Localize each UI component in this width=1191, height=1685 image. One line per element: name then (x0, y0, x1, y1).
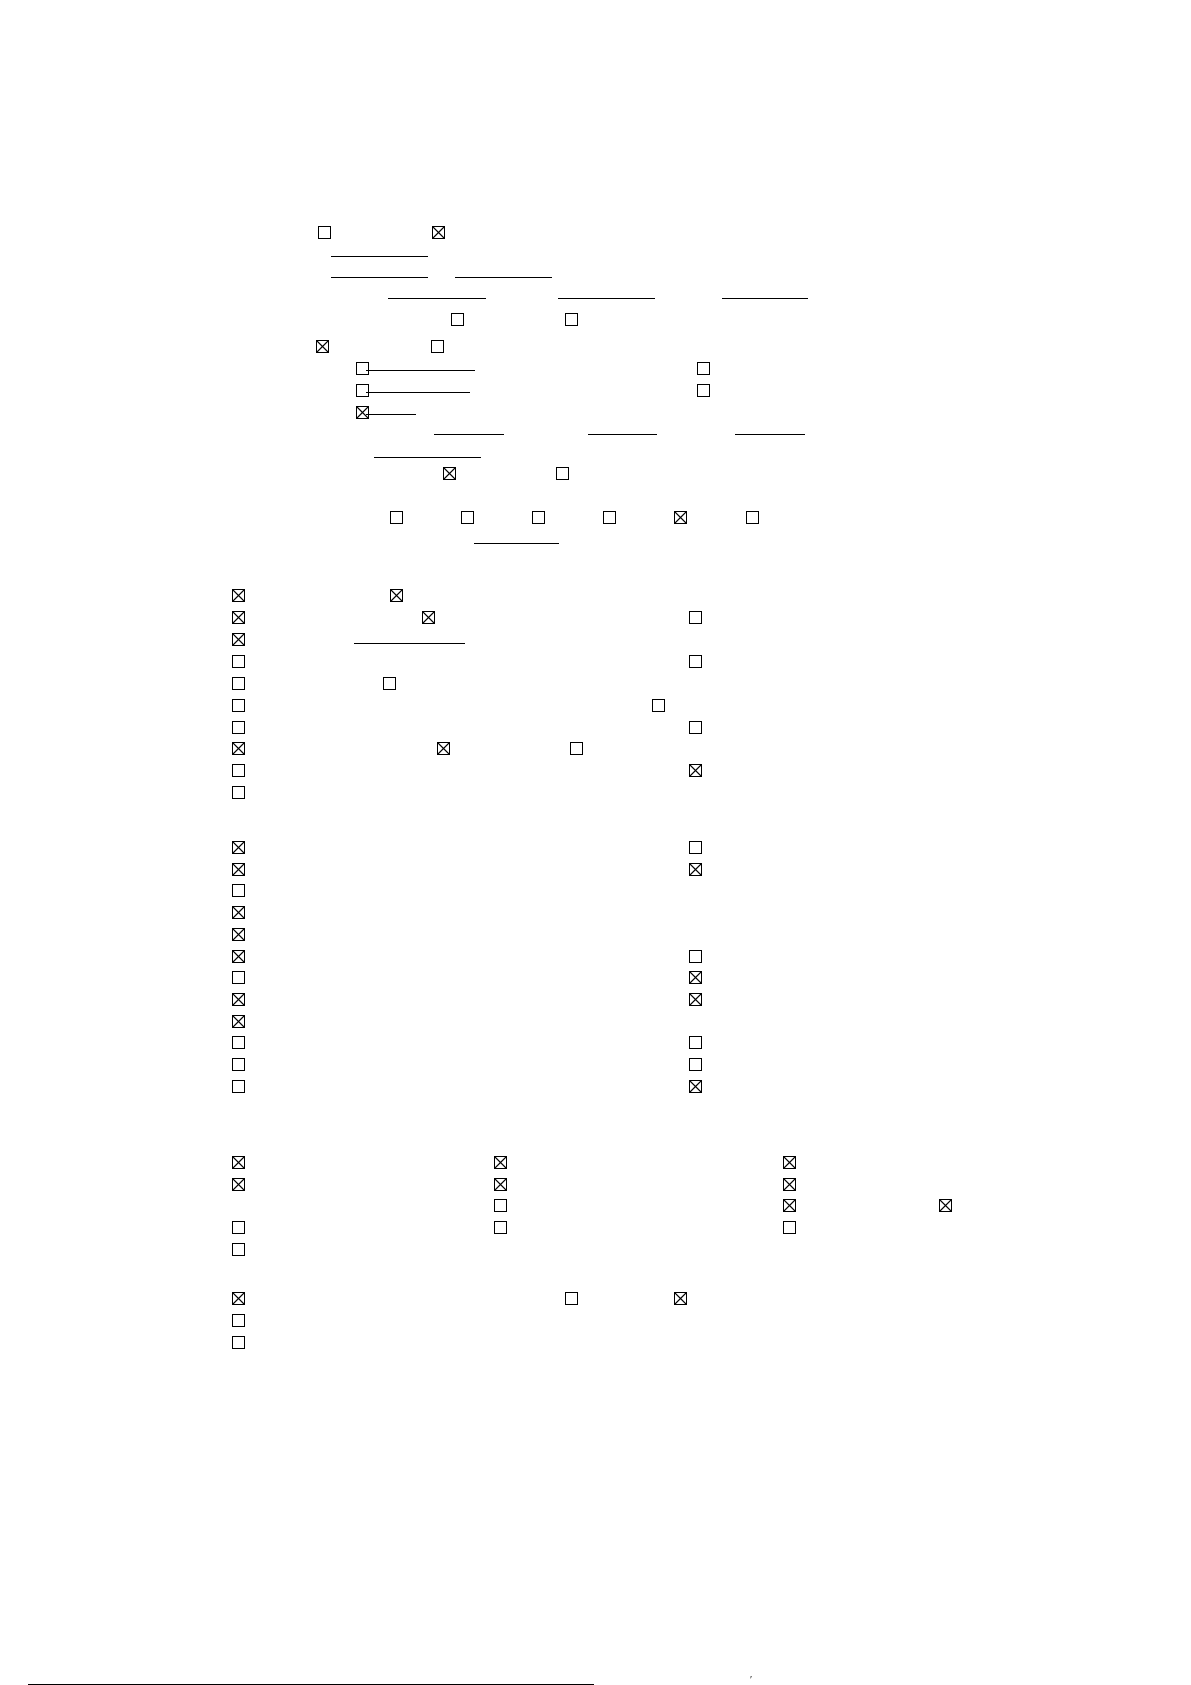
x-mark-icon (233, 1293, 244, 1304)
empty-checkbox-cb-55[interactable] (689, 1036, 702, 1049)
empty-checkbox-cb-27[interactable] (689, 655, 702, 668)
x-mark-icon (433, 227, 444, 238)
x-mark-icon (784, 1179, 795, 1190)
checked-checkbox-cb-12[interactable] (443, 467, 456, 480)
x-mark-icon (675, 1293, 686, 1304)
checked-checkbox-cb-73[interactable] (232, 1292, 245, 1305)
checked-checkbox-cb-68[interactable] (939, 1199, 952, 1212)
empty-checkbox-cb-39[interactable] (232, 786, 245, 799)
fill-in-line-ln-05[interactable] (558, 298, 655, 299)
checked-checkbox-cb-23[interactable] (422, 611, 435, 624)
empty-checkbox-cb-58[interactable] (232, 1080, 245, 1093)
checked-checkbox-cb-61[interactable] (494, 1156, 507, 1169)
empty-checkbox-cb-72[interactable] (232, 1243, 245, 1256)
fill-in-line-ln-06[interactable] (722, 298, 808, 299)
x-mark-icon (233, 634, 244, 645)
empty-checkbox-cb-49[interactable] (232, 971, 245, 984)
empty-checkbox-cb-44[interactable] (232, 884, 245, 897)
empty-checkbox-cb-08[interactable] (697, 362, 710, 375)
fill-in-line-ln-02[interactable] (331, 277, 428, 278)
checked-checkbox-cb-51[interactable] (232, 993, 245, 1006)
empty-checkbox-cb-56[interactable] (232, 1058, 245, 1071)
checked-checkbox-cb-21[interactable] (390, 589, 403, 602)
x-mark-icon (438, 743, 449, 754)
empty-checkbox-cb-33[interactable] (689, 721, 702, 734)
x-mark-icon (940, 1200, 951, 1211)
empty-checkbox-cb-16[interactable] (532, 511, 545, 524)
x-mark-icon (495, 1157, 506, 1168)
empty-checkbox-cb-29[interactable] (383, 677, 396, 690)
x-mark-icon (317, 341, 328, 352)
x-mark-icon (233, 1179, 244, 1190)
x-mark-icon (233, 864, 244, 875)
empty-checkbox-cb-03[interactable] (451, 313, 464, 326)
x-mark-icon (233, 590, 244, 601)
empty-checkbox-cb-66[interactable] (494, 1199, 507, 1212)
fill-in-line-ln-13[interactable] (374, 457, 481, 458)
x-mark-icon (233, 612, 244, 623)
x-mark-icon (690, 972, 701, 983)
x-mark-icon (675, 512, 686, 523)
x-mark-icon (690, 864, 701, 875)
empty-checkbox-cb-69[interactable] (232, 1221, 245, 1234)
x-mark-icon (233, 1016, 244, 1027)
empty-checkbox-cb-13[interactable] (556, 467, 569, 480)
fill-in-line-ln-08[interactable] (366, 392, 470, 393)
checked-checkbox-cb-11[interactable] (356, 406, 369, 419)
empty-checkbox-cb-07[interactable] (356, 362, 369, 375)
x-mark-icon (233, 951, 244, 962)
fill-in-line-ln-15[interactable] (354, 643, 465, 644)
x-mark-icon (423, 612, 434, 623)
checked-checkbox-cb-46[interactable] (232, 928, 245, 941)
empty-checkbox-cb-24[interactable] (689, 611, 702, 624)
empty-checkbox-cb-01[interactable] (318, 226, 331, 239)
checked-checkbox-cb-05[interactable] (316, 340, 329, 353)
x-mark-icon (233, 907, 244, 918)
fill-in-line-ln-10[interactable] (434, 434, 504, 435)
x-mark-icon (391, 590, 402, 601)
empty-checkbox-cb-36[interactable] (570, 742, 583, 755)
empty-checkbox-cb-09[interactable] (356, 384, 369, 397)
checked-checkbox-cb-45[interactable] (232, 906, 245, 919)
checked-checkbox-cb-53[interactable] (232, 1015, 245, 1028)
checked-checkbox-cb-38[interactable] (689, 764, 702, 777)
x-mark-icon (233, 994, 244, 1005)
empty-checkbox-cb-74[interactable] (565, 1292, 578, 1305)
empty-checkbox-cb-17[interactable] (603, 511, 616, 524)
checked-checkbox-cb-60[interactable] (232, 1156, 245, 1169)
x-mark-icon (357, 407, 368, 418)
empty-checkbox-cb-04[interactable] (565, 313, 578, 326)
x-mark-icon (233, 1157, 244, 1168)
x-mark-icon (784, 1157, 795, 1168)
empty-checkbox-cb-71[interactable] (783, 1221, 796, 1234)
fill-in-line-ln-04[interactable] (388, 298, 486, 299)
fill-in-line-ln-01[interactable] (331, 256, 428, 257)
x-mark-icon (233, 842, 244, 853)
x-mark-icon (690, 1081, 701, 1092)
empty-checkbox-cb-06[interactable] (431, 340, 444, 353)
checked-checkbox-cb-50[interactable] (689, 971, 702, 984)
empty-checkbox-cb-77[interactable] (232, 1336, 245, 1349)
empty-checkbox-cb-31[interactable] (652, 699, 665, 712)
fill-in-line-ln-14[interactable] (474, 543, 559, 544)
checked-checkbox-cb-59[interactable] (689, 1080, 702, 1093)
checked-checkbox-cb-34[interactable] (232, 742, 245, 755)
checked-checkbox-cb-62[interactable] (783, 1156, 796, 1169)
empty-checkbox-cb-10[interactable] (697, 384, 710, 397)
fill-in-line-ln-03[interactable] (455, 277, 552, 278)
empty-checkbox-cb-19[interactable] (746, 511, 759, 524)
footer-tick-mark: ′ (750, 1675, 753, 1685)
x-mark-icon (444, 468, 455, 479)
empty-checkbox-cb-70[interactable] (494, 1221, 507, 1234)
checked-checkbox-cb-42[interactable] (232, 863, 245, 876)
empty-checkbox-cb-30[interactable] (232, 699, 245, 712)
empty-checkbox-cb-14[interactable] (390, 511, 403, 524)
empty-checkbox-cb-48[interactable] (689, 950, 702, 963)
checked-checkbox-cb-02[interactable] (432, 226, 445, 239)
empty-checkbox-cb-41[interactable] (689, 841, 702, 854)
checked-checkbox-cb-63[interactable] (232, 1178, 245, 1191)
checked-checkbox-cb-22[interactable] (232, 611, 245, 624)
x-mark-icon (233, 743, 244, 754)
fill-in-line-ln-11[interactable] (588, 434, 657, 435)
fill-in-line-ln-12[interactable] (735, 434, 805, 435)
checked-checkbox-cb-64[interactable] (494, 1178, 507, 1191)
empty-checkbox-cb-37[interactable] (232, 764, 245, 777)
empty-checkbox-cb-15[interactable] (461, 511, 474, 524)
empty-checkbox-cb-26[interactable] (232, 655, 245, 668)
empty-checkbox-cb-54[interactable] (232, 1036, 245, 1049)
checked-checkbox-cb-35[interactable] (437, 742, 450, 755)
empty-checkbox-cb-28[interactable] (232, 677, 245, 690)
checked-checkbox-cb-67[interactable] (783, 1199, 796, 1212)
x-mark-icon (690, 765, 701, 776)
checked-checkbox-cb-18[interactable] (674, 511, 687, 524)
checked-checkbox-cb-52[interactable] (689, 993, 702, 1006)
checked-checkbox-cb-65[interactable] (783, 1178, 796, 1191)
checked-checkbox-cb-20[interactable] (232, 589, 245, 602)
checked-checkbox-cb-40[interactable] (232, 841, 245, 854)
empty-checkbox-cb-76[interactable] (232, 1314, 245, 1327)
x-mark-icon (495, 1179, 506, 1190)
checked-checkbox-cb-43[interactable] (689, 863, 702, 876)
empty-checkbox-cb-57[interactable] (689, 1058, 702, 1071)
x-mark-icon (233, 929, 244, 940)
empty-checkbox-cb-32[interactable] (232, 721, 245, 734)
checked-checkbox-cb-47[interactable] (232, 950, 245, 963)
x-mark-icon (784, 1200, 795, 1211)
fill-in-line-ln-07[interactable] (366, 370, 475, 371)
checked-checkbox-cb-75[interactable] (674, 1292, 687, 1305)
x-mark-icon (690, 994, 701, 1005)
checked-checkbox-cb-25[interactable] (232, 633, 245, 646)
fill-in-line-ln-09[interactable] (366, 414, 416, 415)
